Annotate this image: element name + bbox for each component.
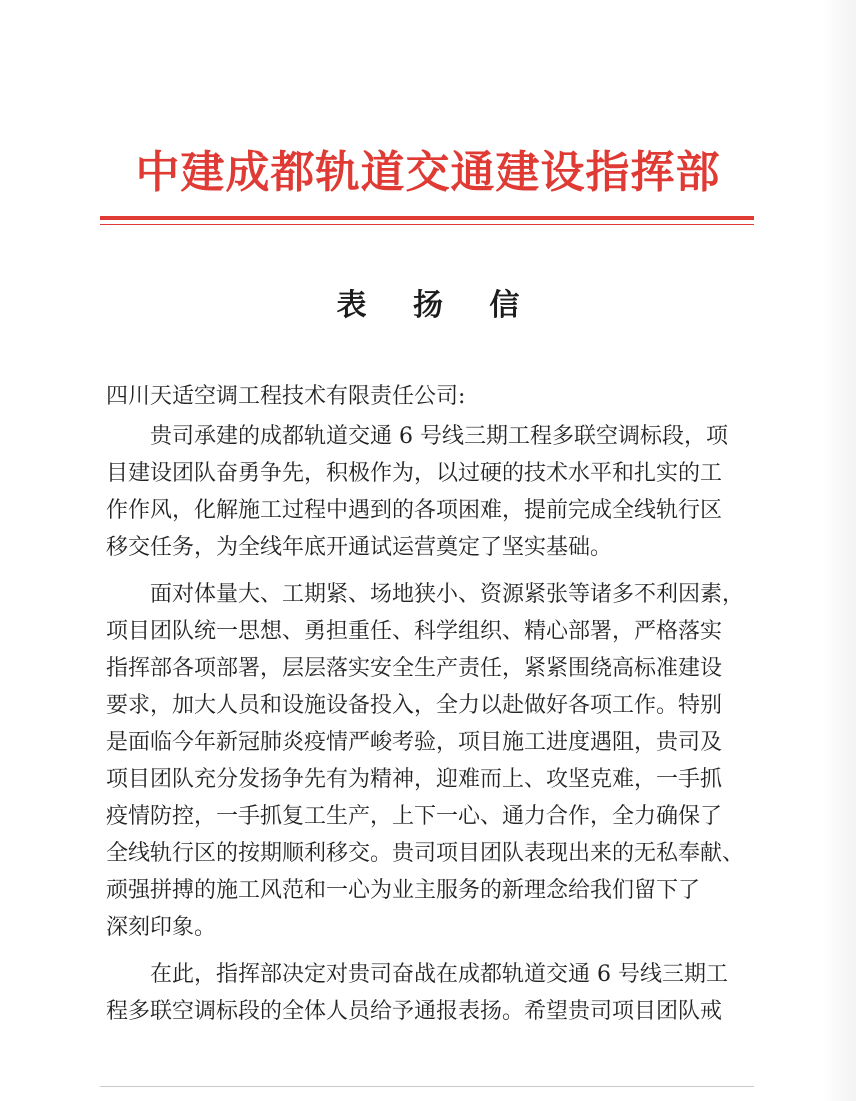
paragraph-1-line-1: 贵司承建的成都轨道交通 6 号线三期工程多联空调标段，项 bbox=[150, 424, 728, 449]
letterhead-rule-thick bbox=[100, 216, 754, 220]
paragraph-2-line-8: 全线轨行区的按期顺利移交。贵司项目团队表现出来的无私奉献、 bbox=[106, 841, 745, 866]
paragraph-2-line-1: 面对体量大、工期紧、场地狭小、资源紧张等诸多不利因素， bbox=[150, 582, 745, 607]
bottom-underline bbox=[100, 1086, 754, 1087]
paragraph-2-line-9: 顽强拼搏的施工风范和一心为业主服务的新理念给我们留下了 bbox=[106, 878, 701, 903]
paragraph-2-line-6: 项目团队充分发扬争先有为精神，迎难而上、攻坚克难，一手抓 bbox=[106, 767, 723, 792]
paragraph-2-line-7: 疫情防控，一手抓复工生产，上下一心、通力合作，全力确保了 bbox=[106, 804, 723, 829]
paragraph-1-line-4: 移交任务，为全线年底开通试运营奠定了坚实基础。 bbox=[106, 535, 613, 560]
paragraph-2-line-5: 是面临今年新冠肺炎疫情严峻考验，项目施工进度遇阻，贵司及 bbox=[106, 730, 723, 755]
paragraph-gap bbox=[106, 566, 766, 576]
letterhead-org-name: 中建成都轨道交通建设指挥部 bbox=[135, 147, 721, 198]
document-title: 表 扬 信 bbox=[336, 288, 538, 323]
paragraph-gap bbox=[106, 946, 766, 956]
paragraph-1-line-2: 目建设团队奋勇争先，积极作为，以过硬的技术水平和扎实的工 bbox=[106, 461, 723, 486]
paragraph-2-line-4: 要求，加大人员和设施设备投入，全力以赴做好各项工作。特别 bbox=[106, 693, 723, 718]
paragraph-2-line-10: 深刻印象。 bbox=[106, 915, 217, 940]
salutation: 四川天适空调工程技术有限责任公司: bbox=[106, 384, 466, 409]
paragraph-3-line-2: 程多联空调标段的全体人员给予通报表扬。希望贵司项目团队戒 bbox=[106, 999, 723, 1024]
paragraph-2-line-2: 项目团队统一思想、勇担重任、科学组织、精心部署，严格落实 bbox=[106, 619, 723, 644]
paragraph-2-line-3: 指挥部各项部署，层层落实安全生产责任，紧紧围绕高标准建设 bbox=[106, 656, 723, 681]
letter-body bbox=[106, 418, 766, 1030]
letterhead-rule-thin bbox=[100, 224, 754, 225]
paragraph-3-line-1: 在此，指挥部决定对贵司奋战在成都轨道交通 6 号线三期工 bbox=[150, 962, 728, 987]
paragraph-1-line-3: 作作风，化解施工过程中遇到的各项困难，提前完成全线轨行区 bbox=[106, 498, 723, 523]
